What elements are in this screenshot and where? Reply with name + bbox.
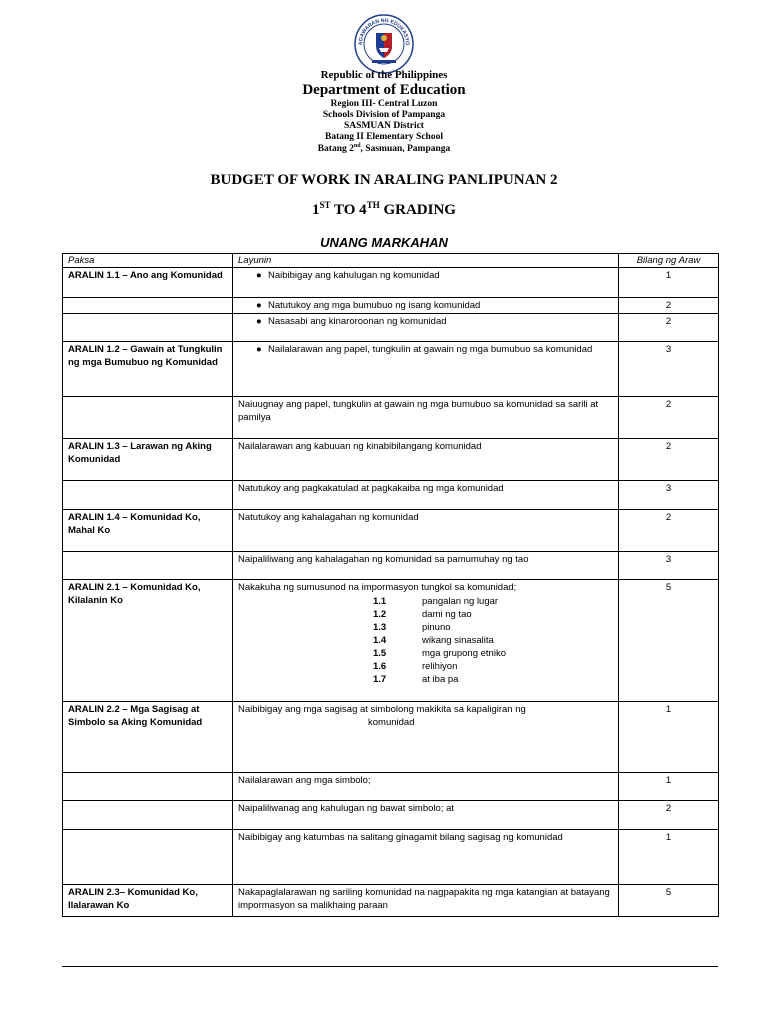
layunin-cell: Natutukoy ang kahalagahan ng komunidad: [233, 510, 619, 552]
sub-item-label: dami ng tao: [422, 609, 472, 620]
address-superscript: nd: [353, 143, 361, 149]
table-row: [63, 268, 719, 298]
table-row: [63, 342, 719, 397]
layunin-cell: Natutukoy ang pagkakatulad at pagkakaiba ng mga komunidad: [233, 481, 619, 510]
layunin-cell: [233, 580, 619, 702]
table-header-row: [63, 254, 719, 268]
days-cell: 2: [619, 397, 719, 439]
days-cell: 5: [619, 580, 719, 702]
seal-text: AGAWARAN NG EDUKASYO: [357, 17, 411, 46]
layunin-text-continued: komunidad: [368, 717, 415, 728]
sub-item-number: 1.2: [373, 609, 387, 620]
list-item: [238, 634, 613, 647]
paksa-cell: ARALIN 1.2 – Gawain at Tungkulin ng mga Bumubuo ng Komunidad: [63, 342, 233, 397]
paksa-cell: [63, 397, 233, 439]
paksa-cell: [63, 830, 233, 885]
table-row: [63, 580, 719, 702]
paksa-cell: [63, 314, 233, 342]
header-bilang-ng-araw: Bilang ng Araw: [619, 254, 719, 268]
table-row: [63, 481, 719, 510]
info-sub-list: [238, 595, 613, 686]
region-label: Region III- Central Luzon: [330, 99, 438, 109]
division-label: Schools Division of Pampanga: [322, 110, 446, 120]
table-row: [63, 439, 719, 481]
grading-superscript: ST: [319, 200, 331, 210]
layunin-cell: [233, 298, 619, 314]
days-cell: 2: [619, 314, 719, 342]
grading-superscript: TH: [366, 200, 380, 210]
layunin-cell: [233, 314, 619, 342]
table-row: [63, 830, 719, 885]
layunin-text: Natutukoy ang mga bumubuo ng isang komunidad: [268, 300, 481, 311]
table-row: [63, 552, 719, 580]
layunin-cell: Naipaliliwanag ang kahulugan ng bawat simbolo; at: [233, 801, 619, 830]
table-row: [63, 298, 719, 314]
paksa-cell: ARALIN 1.4 – Komunidad Ko, Mahal Ko: [63, 510, 233, 552]
department-name: Department of Education: [302, 82, 466, 98]
days-cell: 1: [619, 702, 719, 773]
days-cell: 3: [619, 552, 719, 580]
sub-item-number: 1.6: [373, 661, 387, 672]
days-cell: 1: [619, 268, 719, 298]
paksa-cell: [63, 298, 233, 314]
quarter-title: UNANG MARKAHAN: [320, 235, 448, 250]
district-label: SASMUAN District: [344, 121, 424, 131]
school-name: Batang II Elementary School: [325, 132, 443, 142]
sub-item-number: 1.5: [373, 648, 387, 659]
layunin-text: Naibibigay ang mga sagisag at simbolong makikita sa kapaligiran ng: [238, 704, 526, 715]
list-item: [238, 660, 613, 673]
table-row: [63, 510, 719, 552]
layunin-cell: Naiuugnay ang papel, tungkulin at gawain ng mga bumubuo sa komunidad sa sarili at pamilya: [233, 397, 619, 439]
sub-item-label: wikang sinasalita: [422, 635, 494, 646]
table-row: [63, 773, 719, 801]
table-row: [63, 397, 719, 439]
days-cell: 3: [619, 342, 719, 397]
layunin-cell: [233, 702, 619, 773]
layunin-text: Nakakuha ng sumusunod na impormasyon tungkol sa komunidad;: [238, 582, 517, 593]
days-cell: 5: [619, 885, 719, 917]
days-cell: 2: [619, 439, 719, 481]
days-cell: 1: [619, 773, 719, 801]
bullet-icon: ●: [256, 300, 262, 311]
address-part: , Sasmuan, Pampanga: [360, 144, 451, 155]
paksa-cell: [63, 773, 233, 801]
sub-item-number: 1.3: [373, 622, 387, 633]
grading-range: [0, 200, 768, 219]
grading-part: 1: [312, 202, 320, 218]
table-row: [63, 314, 719, 342]
days-cell: 1: [619, 830, 719, 885]
table-row: [63, 801, 719, 830]
layunin-cell: Nailalarawan ang mga simbolo;: [233, 773, 619, 801]
paksa-cell: ARALIN 1.3 – Larawan ng Aking Komunidad: [63, 439, 233, 481]
layunin-cell: Naipaliliwang ang kahalagahan ng komunidad sa pamumuhay ng tao: [233, 552, 619, 580]
layunin-text: Naibibigay ang kahulugan ng komunidad: [268, 270, 440, 281]
table-row: [63, 885, 719, 917]
sub-item-number: 1.7: [373, 674, 387, 685]
layunin-cell: Nakapaglalarawan ng sariling komunidad na nagpapakita ng mga katangian at batayang impormasyon sa malikhaing paraan: [233, 885, 619, 917]
sub-item-label: mga grupong etniko: [422, 648, 506, 659]
address-part: Batang 2: [317, 144, 354, 155]
bullet-icon: ●: [256, 316, 262, 327]
layunin-cell: Nailalarawan ang kabuuan ng kinabibilangang komunidad: [233, 439, 619, 481]
days-cell: 2: [619, 510, 719, 552]
list-item: [238, 673, 613, 686]
list-item: [238, 621, 613, 634]
deped-seal-logo: [354, 14, 414, 74]
sub-item-number: 1.4: [373, 635, 387, 646]
paksa-cell: [63, 481, 233, 510]
bullet-icon: ●: [256, 344, 262, 355]
grading-part: GRADING: [379, 202, 456, 218]
layunin-text: Nailalarawan ang papel, tungkulin at gawain ng mga bumubuo sa komunidad: [268, 344, 593, 355]
paksa-cell: [63, 801, 233, 830]
school-address: [0, 143, 768, 154]
sub-item-number: 1.1: [373, 596, 387, 607]
list-item: [238, 608, 613, 621]
paksa-cell: [63, 552, 233, 580]
layunin-cell: Naibibigay ang katumbas na salitang ginagamit bilang sagisag ng komunidad: [233, 830, 619, 885]
layunin-cell: [233, 342, 619, 397]
budget-of-work-table: [62, 253, 719, 917]
paksa-cell: ARALIN 2.2 – Mga Sagisag at Simbolo sa Aking Komunidad: [63, 702, 233, 773]
republic-label: Republic of the Philippines: [320, 69, 448, 81]
days-cell: 2: [619, 801, 719, 830]
table-row: [63, 702, 719, 773]
bullet-icon: ●: [256, 270, 262, 281]
grading-part: TO 4: [330, 202, 367, 218]
header-paksa: Paksa: [63, 254, 233, 268]
header-layunin: Layunin: [233, 254, 619, 268]
sub-item-label: pangalan ng lugar: [422, 596, 499, 607]
list-item: [238, 595, 613, 608]
footer-divider: [62, 966, 718, 967]
sub-item-label: relihiyon: [422, 661, 458, 672]
days-cell: 3: [619, 481, 719, 510]
sub-item-label: at iba pa: [422, 674, 459, 685]
days-cell: 2: [619, 298, 719, 314]
layunin-text: Nasasabi ang kinaroroonan ng komunidad: [268, 316, 447, 327]
paksa-cell: ARALIN 2.1 – Komunidad Ko, Kilalanin Ko: [63, 580, 233, 702]
document-title: BUDGET OF WORK IN ARALING PANLIPUNAN 2: [210, 172, 558, 188]
paksa-cell: ARALIN 1.1 – Ano ang Komunidad: [63, 268, 233, 298]
list-item: [238, 647, 613, 660]
layunin-cell: [233, 268, 619, 298]
paksa-cell: ARALIN 2.3– Komunidad Ko, Ilalarawan Ko: [63, 885, 233, 917]
sub-item-label: pinuno: [422, 622, 451, 633]
